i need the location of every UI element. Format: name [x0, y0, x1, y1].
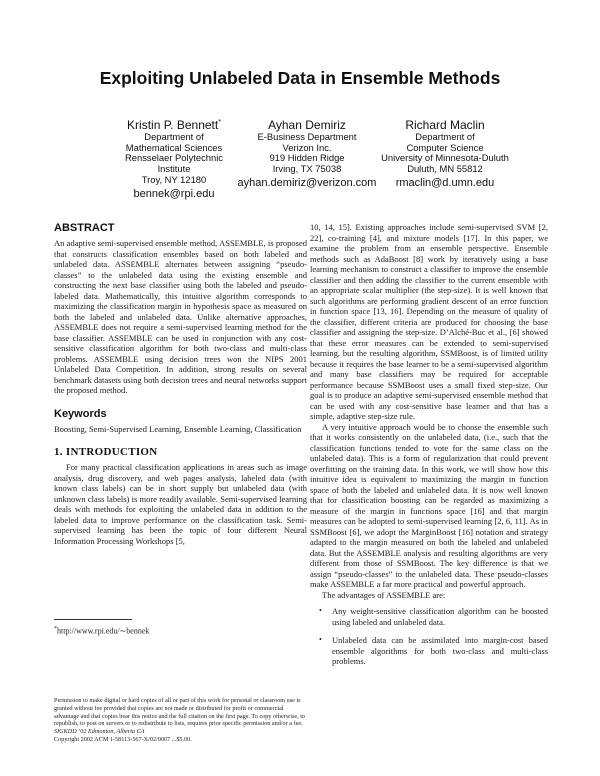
bullet-icon: • [319, 606, 322, 615]
bullet-icon: • [319, 635, 322, 644]
copyright-line: Copyright 2002 ACM 1-58113-567-X/02/0007 ...$5.00. [54, 735, 192, 743]
author-footnote-mark: * [218, 119, 221, 126]
abstract-text: An adaptive semi-supervised ensemble method, ASSEMBLE, is proposed that constructs classification ensembles based on both labeled and unlabeled data. ASSEMBLE alternates between assigning “pseudo-classes” to the unlabeled data using the existing ensemble and constructing the next base classifier using both the labeled and pseudo-labeled data. Mathematically, this intuitive algorithm corresponds to maximizing the classification margin in hypothesis space as measured on both the labeled and unlabeled data. Unlike alternative approaches, ASSEMBLE does not require a semi-supervised learning method for the base classifier. ASSEMBLE can be used in conjunction with any cost-sensitive classification algorithm for both two-class and multi-class problems. ASSEMBLE using decision trees won the NIPS 2001 Unlabeled Data Competition. In addition, strong results on several benchmark datasets using both decision trees and neural networks support the proposed method. [54, 238, 307, 395]
footnote-rule [54, 619, 132, 620]
footnote-url: http://www.rpi.edu/∼bennek [57, 626, 150, 636]
author-affiliation-line: Computer Science [406, 141, 484, 153]
abstract-heading: ABSTRACT [54, 222, 115, 234]
left-column [54, 222, 307, 546]
author-affiliation-line: 919 Hidden Ridge [269, 152, 345, 164]
author-affiliation-line: Verizon Inc. [282, 141, 332, 153]
author-affiliation-line: Troy, NY 12180 [141, 173, 207, 185]
body-paragraph: A very intuitive approach would be to choose the ensemble such that it works consistently on the unlabeled data, (i.e., such that the classification functions tended to vote for the same class on the unlabeled data). This is a form of regularization that could prevent overfitting on the training data. In this work, we will show how this intuitive idea is equivalent to maximizing the margin in function space of both the labeled and unlabeled data. It is now well known that for classification boosting can be regarded as maximizing a measure of the margin in functions space [16] and that margin measures can be adopted to semi-supervised learning [2, 6, 11]. As in SSMBoost [6], we adopt the MarginBoost [16] notation and strategy adapted to the margin measured on both the labeled and unlabeled data. But the ASSEMBLE analysis and resulting algorithms are very different from those of SSMBoost. The key difference is that we assign “pseudo-classes” to the unlabeled data. These pseudo-classes make ASSEMBLE a far more practical and powerful approach. [310, 421, 548, 589]
author-email: bennek@rpi.edu [133, 187, 215, 200]
introduction-paragraph: For many practical classification applications in areas such as image analysis, drug discovery, and web pages analysis, labeled data (with known class labels) can be in short supply but unlabeled data (with unknown class labels) is more readily available. Semi-supervised learning deals with methods for exploiting the unlabeled data in addition to the labeled data to improve performance on the classification task. Semi-supervised learning has been the topic of four different Neural Information Processing Workshops [5, [54, 462, 307, 546]
author-affiliation-line: E-Business Department [257, 131, 357, 142]
body-paragraph: The advantages of ASSEMBLE are: [322, 589, 446, 600]
author-block-3 [360, 118, 530, 190]
author-email: rmaclin@d.umn.edu [395, 176, 495, 189]
right-column [310, 222, 548, 675]
footnote-mark: * [54, 626, 57, 632]
author-affiliation-line: Irving, TX 75038 [272, 163, 342, 175]
advantages-list [310, 606, 548, 667]
author-affiliation-line: Department of [415, 131, 475, 142]
author-name: Richard Maclin [405, 118, 485, 132]
introduction-heading: 1. INTRODUCTION [54, 446, 158, 458]
paper-title: Exploiting Unlabeled Data in Ensemble Methods [99, 68, 501, 88]
keywords-text: Boosting, Semi-Supervised Learning, Ensemble Learning, Classification [54, 423, 302, 434]
author-name: Kristin P. Bennett* [127, 118, 221, 132]
author-affiliation-line: Mathematical Sciences [125, 141, 223, 153]
list-item: • Unlabeled data can be assimilated into margin-cost based ensemble algorithms for both two-class and multi-class problems. [319, 635, 548, 666]
author-affiliation-line: Rensselaer Polytechnic [125, 152, 223, 164]
conference-line: SIGKDD ’02 Edmonton, Alberta CA [54, 728, 145, 736]
keywords-heading: Keywords [54, 407, 107, 420]
footnote [54, 624, 307, 637]
author-affiliation-line: University of Minnesota-Duluth [381, 152, 509, 164]
author-affiliation-line: Institute [157, 163, 191, 175]
author-email: ayhan.demiriz@verizon.com [237, 176, 377, 189]
author-affiliation-line: Duluth, MN 55812 [407, 163, 483, 175]
permission-block [54, 697, 307, 744]
body-paragraph: 10, 14, 15]. Existing approaches include semi-supervised SVM [2, 22], co-training [4], and mixture models [17]. In this paper, we examine the problem from an ensemble perspective. Ensemble methods such as AdaBoost [8] work by iteratively using a base learning mechanism to construct a classifier to improve the ensemble classifier and then adding the classifier to the current ensemble with an appropriate scalar multiplier (the step-size). It is well known that such algorithms are performing gradient descent of an error function in function space [13, 16]. Depending on the measure of quality of the classifier, different criteria are produced for choosing the base classifier and assigning the step-size. D’Alché-Buc et al., [6] showed that these error measures can be extended to semi-supervised learning, but the resulting algorithm, SSMBoost, is of limited utility because it requires the base learner to be a semi-supervised algorithm and many base classifiers may be required for acceptable performance because SSMBoost uses a small fixed step-size. Our goal is to produce an adaptive semi-supervised ensemble method that can be used with any cost-sensitive base learner and that has a simple, adaptive step-size rule. [310, 222, 548, 421]
author-name: Ayhan Demiriz [268, 118, 346, 132]
list-item: • Any weight-sensitive classification algorithm can be boosted using labeled and unlabeled data. [319, 606, 548, 627]
author-affiliation-line: Department of [144, 131, 204, 142]
permission-text: Permission to make digital or hard copies of all or part of this work for personal or classroom use is granted without fee provided that copies are not made or distributed for profit or commercial advantage and that copies bear this notice and the full citation on the first page. To copy otherwise, to republish, to post on servers or to redistribute to lists, requires prior specific permission and/or a fee. [54, 697, 306, 728]
